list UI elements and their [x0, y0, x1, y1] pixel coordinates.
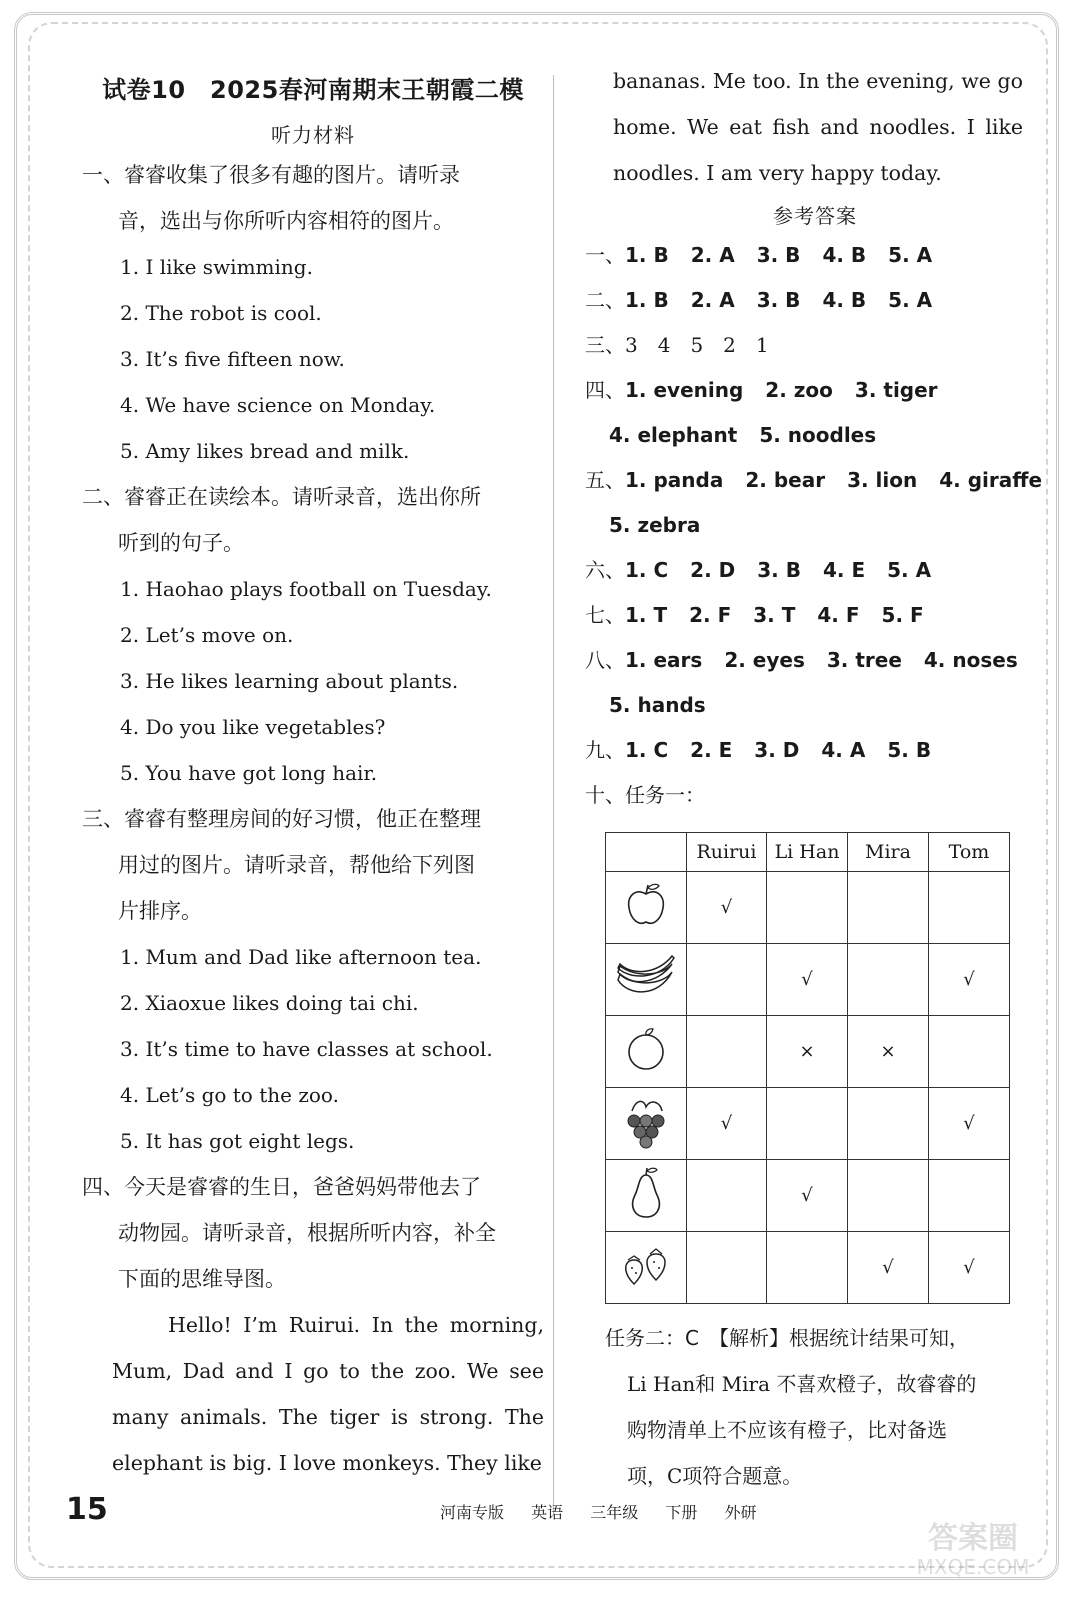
watermark-text: 答案圈 [928, 1521, 1018, 1556]
table-row [606, 1016, 1010, 1088]
footer-grade: 三年级 [590, 1503, 639, 1522]
table-cell [929, 1016, 1010, 1088]
table-row [606, 872, 1010, 944]
list-item: 2. Xiaoxue likes doing tai chi. [120, 991, 419, 1015]
section-3-items [82, 934, 544, 1164]
table-cell [848, 1088, 929, 1160]
banana-icon [606, 944, 687, 1016]
list-item: 1. Haohao plays football on Tuesday. [120, 577, 492, 601]
footer-edition: 河南专版 [440, 1503, 505, 1522]
list-item: 1. I like swimming. [120, 255, 313, 279]
answer-row-5-cont: 5. zebra [609, 513, 701, 537]
table-cell: √ [929, 1232, 1010, 1304]
page-number: 15 [66, 1492, 108, 1527]
table-header: Ruirui [687, 833, 767, 872]
section-2-prompt: 二、睿睿正在读绘本。请听录音，选出你所 听到的句子。 [82, 485, 481, 555]
pear-icon [606, 1160, 687, 1232]
task-2-explanation: 任务二：C 【解析】根据统计结果可知， Li Han和 Mira 不喜欢橙子，故睿睿的 购物清单上不应该有橙子，比对备选 项，C项符合题意。 [605, 1326, 977, 1488]
table-cell [767, 872, 848, 944]
table-cell: √ [929, 944, 1010, 1016]
list-item: 2. Let’s move on. [120, 623, 294, 647]
table-cell: × [848, 1016, 929, 1088]
answers-heading: 参考答案 [773, 204, 857, 228]
orange-icon [606, 1016, 687, 1088]
table-cell: √ [687, 1088, 767, 1160]
watermark-url: MXQE.COM [916, 1555, 1030, 1579]
list-item: 3. He likes learning about plants. [120, 669, 459, 693]
table-cell: √ [767, 944, 848, 1016]
passage-left: Hello! I’m Ruirui. In the morning, Mum, Dad and I go to the zoo. We see many animals. The tiger is strong. The elephant is big. I love monkeys. They like [112, 1313, 544, 1475]
list-item: 5. It has got eight legs. [120, 1129, 355, 1153]
table-cell [687, 944, 767, 1016]
table-cell [848, 872, 929, 944]
table-row [606, 1160, 1010, 1232]
section-4-prompt: 四、今天是睿睿的生日，爸爸妈妈带他去了 动物园。请听录音，根据所听内容，补全 下面的思维导图。 [82, 1175, 496, 1291]
table-row [606, 944, 1010, 1016]
footer-subject: 英语 [531, 1503, 564, 1522]
strawberry-icon [606, 1232, 687, 1304]
table-header: Tom [929, 833, 1010, 872]
table-cell: √ [687, 872, 767, 944]
page-title: 试卷10 2025春河南期末王朝霞二模 [102, 76, 524, 104]
answer-row-2: 二、1. B 2. A 3. B 4. B 5. A [585, 288, 933, 312]
table-cell: √ [848, 1232, 929, 1304]
table-cell [929, 1160, 1010, 1232]
table-cell: √ [929, 1088, 1010, 1160]
section-3-prompt: 三、睿睿有整理房间的好习惯，他正在整理 用过的图片。请听录音，帮他给下列图 片排序。 [82, 807, 481, 923]
right-column [585, 58, 1045, 818]
list-item: 5. Amy likes bread and milk. [120, 439, 410, 463]
footer [440, 1500, 778, 1523]
answer-row-8: 八、1. ears 2. eyes 3. tree 4. noses [585, 648, 1018, 672]
footer-volume: 下册 [665, 1503, 698, 1522]
list-item: 3. It’s time to have classes at school. [120, 1037, 493, 1061]
table-cell [767, 1232, 848, 1304]
table-cell [848, 1160, 929, 1232]
answer-row-9: 九、1. C 2. E 3. D 4. A 5. B [585, 738, 932, 762]
list-item: 2. The robot is cool. [120, 301, 322, 325]
list-item: 1. Mum and Dad like afternoon tea. [120, 945, 482, 969]
table-corner-cell [606, 833, 687, 872]
answer-row-4-cont: 4. elephant 5. noodles [609, 423, 877, 447]
answer-row-5: 五、1. panda 2. bear 3. lion 4. giraffe [585, 468, 1043, 492]
table-row [606, 1232, 1010, 1304]
grapes-icon [606, 1088, 687, 1160]
list-item: 4. Let’s go to the zoo. [120, 1083, 339, 1107]
table-row [606, 1088, 1010, 1160]
table-cell [848, 944, 929, 1016]
table-cell [687, 1016, 767, 1088]
answer-row-4: 四、1. evening 2. zoo 3. tiger [585, 378, 938, 402]
answer-row-3: 三、3 4 5 2 1 [585, 333, 769, 357]
apple-icon [606, 872, 687, 944]
answer-row-8-cont: 5. hands [609, 693, 706, 717]
answer-row-1: 一、1. B 2. A 3. B 4. B 5. A [585, 243, 933, 267]
answer-row-6: 六、1. C 2. D 3. B 4. E 5. A [585, 558, 932, 582]
answer-row-7: 七、1. T 2. F 3. T 4. F 5. F [585, 603, 924, 627]
listening-heading: 听力材料 [271, 123, 355, 147]
table-header: Li Han [767, 833, 848, 872]
section-2-items [82, 566, 544, 796]
table-cell [687, 1232, 767, 1304]
list-item: 4. Do you like vegetables? [120, 715, 386, 739]
footer-publisher: 外研 [724, 1503, 757, 1522]
table-cell [929, 872, 1010, 944]
table-cell: × [767, 1016, 848, 1088]
table-cell [767, 1088, 848, 1160]
table-header: Mira [848, 833, 929, 872]
table-header-row [606, 833, 1010, 872]
list-item: 3. It’s five fifteen now. [120, 347, 345, 371]
table-cell [687, 1160, 767, 1232]
watermark-logo [883, 1512, 1063, 1582]
passage-right: bananas. Me too. In the evening, we go home. We eat fish and noodles. I like noodles. I am very happy today. [613, 69, 1023, 185]
list-item: 4. We have science on Monday. [120, 393, 436, 417]
fruit-survey-table [605, 832, 1010, 1304]
left-column [82, 62, 544, 1486]
section-1-items [82, 244, 544, 474]
table-cell: √ [767, 1160, 848, 1232]
answer-row-10: 十、任务一： [585, 783, 705, 807]
section-1-prompt: 一、睿睿收集了很多有趣的图片。请听录 音，选出与你所听内容相符的图片。 [82, 163, 460, 233]
column-divider [553, 75, 554, 1515]
list-item: 5. You have got long hair. [120, 761, 378, 785]
